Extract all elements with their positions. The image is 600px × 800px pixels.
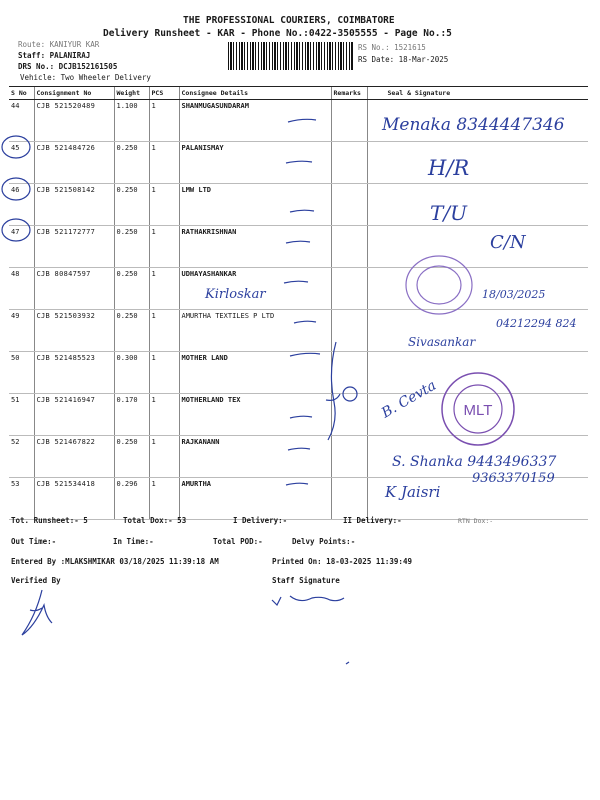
consignee-cell: AMURTHA TEXTILES P LTD — [179, 310, 331, 352]
vehicle-label: Vehicle: Two Wheeler Delivery — [20, 73, 151, 82]
remarks-cell — [331, 478, 367, 520]
sno-cell: 46 — [9, 184, 34, 226]
signature-row46: T/U — [430, 201, 467, 225]
table-row — [9, 478, 588, 520]
remarks-cell — [331, 184, 367, 226]
in-time: In Time:- — [113, 537, 154, 546]
rtn-dox: RTN Dox:- — [458, 517, 494, 525]
verified-by-label: Verified By — [11, 576, 61, 585]
sno-cell: 45 — [9, 142, 34, 184]
sno-cell: 53 — [9, 478, 34, 520]
consignee-cell: PALANISMAY — [179, 142, 331, 184]
weight-cell: 0.250 — [114, 436, 149, 478]
barcode — [228, 42, 353, 70]
seal-cell — [367, 436, 588, 478]
seal-cell — [367, 268, 588, 310]
pcs-cell: 1 — [149, 142, 179, 184]
staff-signature — [272, 596, 344, 605]
rs-date: RS Date: 18-Mar-2025 — [358, 55, 449, 64]
signature-row44: Menaka 8344447346 — [382, 115, 565, 135]
seal-cell — [367, 226, 588, 268]
weight-cell: 0.300 — [114, 352, 149, 394]
document-subtitle: Delivery Runsheet - KAR - Phone No.:0422-3505555 - Page No.:5 — [103, 28, 452, 39]
consignee-cell: RATHAKRISHNAN — [179, 226, 331, 268]
consignee-cell: MOTHER LAND — [179, 352, 331, 394]
sno-cell: 49 — [9, 310, 34, 352]
seal-cell — [367, 394, 588, 436]
pcs-cell: 1 — [149, 436, 179, 478]
col-sno-header: S No — [9, 87, 34, 100]
seal-cell — [367, 142, 588, 184]
pcs-cell: 1 — [149, 100, 179, 142]
handwriting-row53-phone: 9363370159 — [472, 471, 555, 486]
consignment-cell: CJB 80847597 — [34, 268, 114, 310]
i-delivery: I Delivery:- — [233, 516, 288, 525]
printed-on: Printed On: 18-03-2025 11:39:49 — [272, 557, 412, 566]
runsheet-table — [9, 86, 588, 520]
sno-cell: 44 — [9, 100, 34, 142]
handwriting-row53-name: K Jaisri — [385, 483, 441, 501]
table-row — [9, 268, 588, 310]
staff-label: Staff: PALANIRAJ — [18, 51, 91, 60]
consignee-cell: LMW LTD — [179, 184, 331, 226]
weight-cell: 0.250 — [114, 310, 149, 352]
consignment-cell: CJB 521534418 — [34, 478, 114, 520]
pcs-cell: 1 — [149, 268, 179, 310]
handwriting-row52: S. Shanka 9443496337 — [392, 454, 557, 470]
total-pod: Total POD:- — [213, 537, 263, 546]
consignee-cell: AMURTHA — [179, 478, 331, 520]
remarks-cell — [331, 226, 367, 268]
table-row — [9, 142, 588, 184]
remarks-cell — [331, 142, 367, 184]
col-seal-header: Seal & Signature — [367, 87, 588, 100]
col-remarks-header: Remarks — [331, 87, 367, 100]
remarks-cell — [331, 268, 367, 310]
weight-cell: 0.250 — [114, 184, 149, 226]
remarks-cell — [331, 394, 367, 436]
weight-cell: 0.250 — [114, 268, 149, 310]
consignment-cell: CJB 521485523 — [34, 352, 114, 394]
consignee-cell: RAJKANANN — [179, 436, 331, 478]
table-row — [9, 226, 588, 268]
pcs-cell: 1 — [149, 352, 179, 394]
consignment-cell: CJB 521467822 — [34, 436, 114, 478]
document-title: THE PROFESSIONAL COURIERS, COIMBATORE — [183, 15, 395, 26]
pcs-cell: 1 — [149, 478, 179, 520]
pcs-cell: 1 — [149, 226, 179, 268]
sno-cell: 50 — [9, 352, 34, 394]
consignment-cell: CJB 521508142 — [34, 184, 114, 226]
col-consignee-header: Consignee Details — [179, 87, 331, 100]
total-dox: Total Dox:- 53 — [123, 516, 187, 525]
table-row — [9, 352, 588, 394]
drs-number: DRS No.: DCJB152161505 — [18, 62, 118, 71]
delivery-points: Delvy Points:- — [292, 537, 356, 546]
table-row — [9, 436, 588, 478]
handwriting-row49-name: Sivasankar — [408, 335, 476, 349]
consignment-cell: CJB 521416947 — [34, 394, 114, 436]
remarks-cell — [331, 436, 367, 478]
handwriting-row49-phone: 04212294 824 — [496, 317, 577, 330]
seal-cell — [367, 310, 588, 352]
table-row — [9, 184, 588, 226]
table-header-row — [9, 87, 588, 100]
route-label: Route: KANIYUR KAR — [18, 40, 100, 49]
remarks-cell — [331, 310, 367, 352]
consignment-cell: CJB 521172777 — [34, 226, 114, 268]
seal-cell — [367, 352, 588, 394]
total-runsheet: Tot. Runsheet:- 5 — [11, 516, 88, 525]
sno-cell: 52 — [9, 436, 34, 478]
consignment-cell: CJB 521520489 — [34, 100, 114, 142]
pcs-cell: 1 — [149, 184, 179, 226]
weight-cell: 0.296 — [114, 478, 149, 520]
seal-cell — [367, 100, 588, 142]
staff-signature-label: Staff Signature — [272, 576, 340, 585]
sno-cell: 48 — [9, 268, 34, 310]
pcs-cell: 1 — [149, 394, 179, 436]
remarks-cell — [331, 100, 367, 142]
weight-cell: 0.170 — [114, 394, 149, 436]
weight-cell: 0.250 — [114, 226, 149, 268]
sno-cell: 47 — [9, 226, 34, 268]
handwriting-row48-date: 18/03/2025 — [482, 288, 546, 301]
remarks-cell — [331, 352, 367, 394]
entered-by: Entered By :MLAKSHMIKAR 03/18/2025 11:39:18 AM — [11, 557, 219, 566]
table-row — [9, 310, 588, 352]
table-row — [9, 394, 588, 436]
consignee-cell: SHANMUGASUNDARAM — [179, 100, 331, 142]
pcs-cell: 1 — [149, 310, 179, 352]
weight-cell: 1.100 — [114, 100, 149, 142]
verifier-signature — [22, 590, 52, 635]
rs-number: RS No.: 1521615 — [358, 43, 426, 52]
seal-cell — [367, 478, 588, 520]
consignment-cell: CJB 521503932 — [34, 310, 114, 352]
signature-row47: C/N — [490, 232, 526, 253]
table-row — [9, 100, 588, 142]
signature-row45: H/R — [428, 156, 470, 180]
col-pcs-header: PCS — [149, 87, 179, 100]
handwriting-row48-name: Kirloskar — [205, 287, 266, 302]
seal-cell — [367, 184, 588, 226]
consignment-cell: CJB 521484726 — [34, 142, 114, 184]
consignee-cell: UDHAYASHANKAR — [179, 268, 331, 310]
col-consignment-header: Consignment No — [34, 87, 114, 100]
weight-cell: 0.250 — [114, 142, 149, 184]
ii-delivery: II Delivery:- — [343, 516, 402, 525]
sno-cell: 51 — [9, 394, 34, 436]
handwriting-row51: B. Cevta — [379, 377, 440, 422]
stray-mark — [346, 662, 349, 664]
out-time: Out Time:- — [11, 537, 57, 546]
stamp-mlt-text: MLT — [463, 402, 493, 419]
consignee-cell: MOTHERLAND TEX — [179, 394, 331, 436]
col-weight-header: Weight — [114, 87, 149, 100]
